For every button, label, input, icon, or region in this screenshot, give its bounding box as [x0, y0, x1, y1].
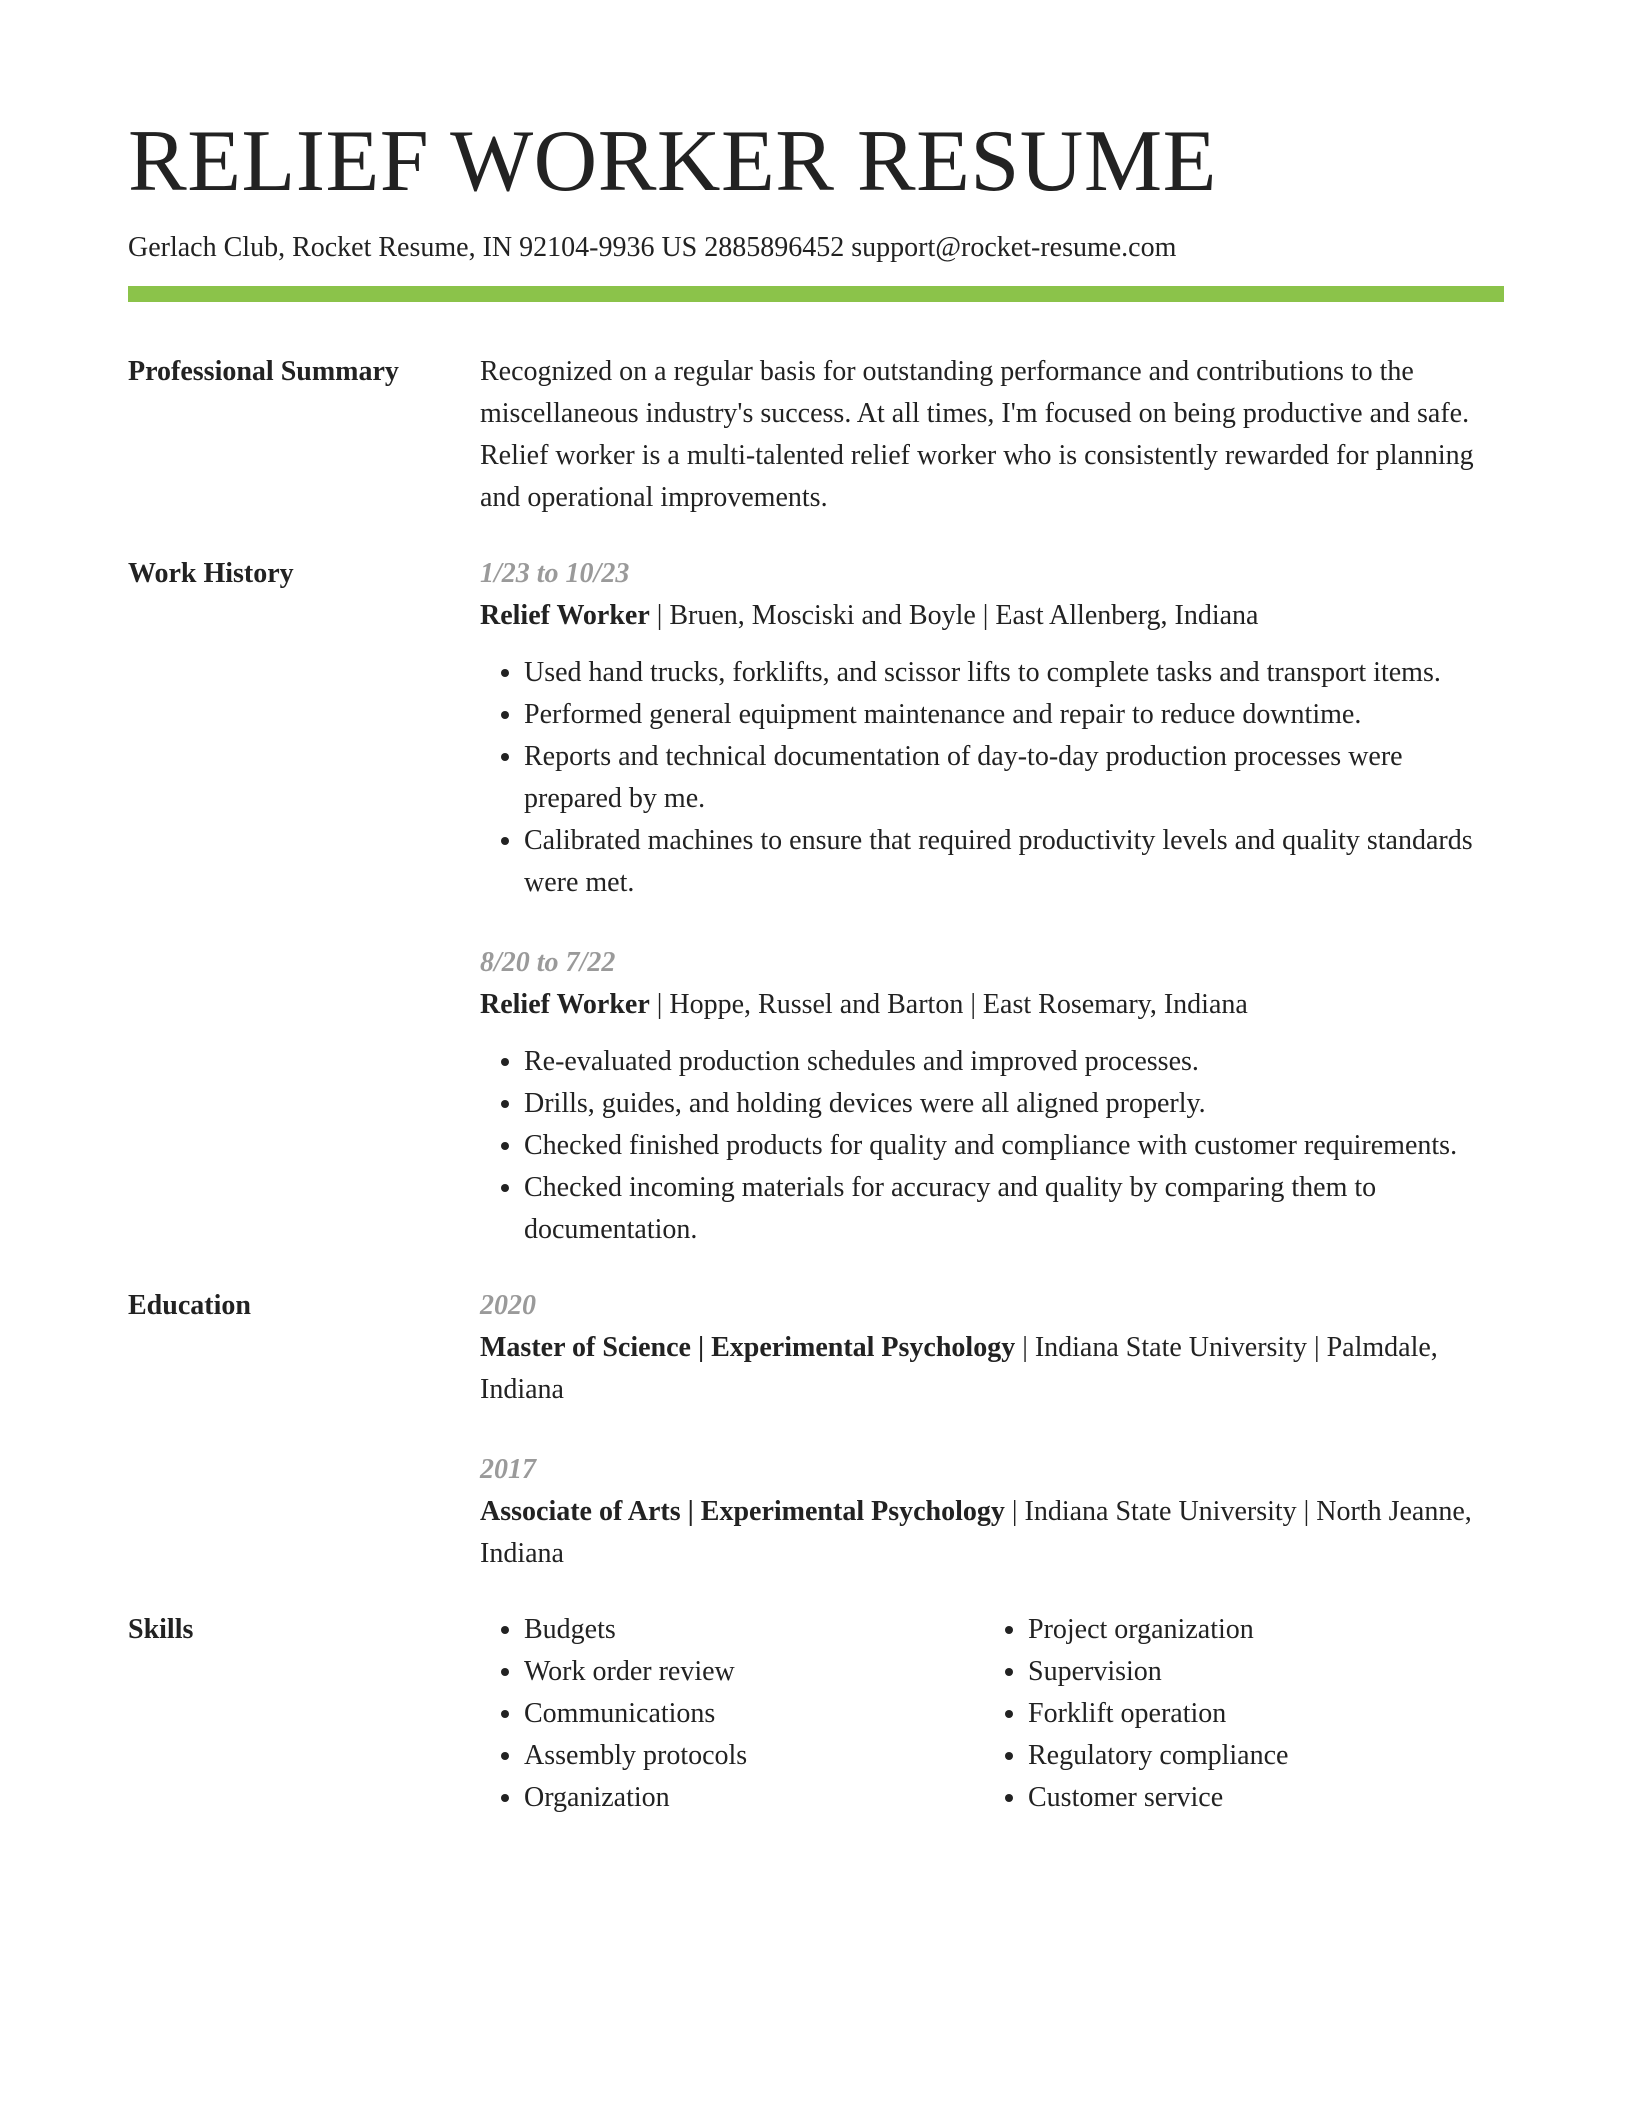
section-title-skills: Skills: [128, 1614, 194, 1646]
degree-details: | Indiana State University | North Jeanne, Indiana: [480, 1496, 1472, 1570]
degree-entry: [480, 1449, 1504, 1575]
job-bullets: [480, 652, 1504, 904]
section-work-history: [128, 553, 1504, 1251]
contact-email: support@rocket-resume.com: [851, 232, 1177, 263]
list-item: • Project organization: [1028, 1609, 1488, 1651]
list-item: • Calibrated machines to ensure that required productivity levels and quality standards were met.: [524, 820, 1504, 904]
job-details: | Hoppe, Russel and Barton | East Rosemary, Indiana: [649, 989, 1248, 1021]
degree-line: [480, 1491, 1504, 1575]
section-body-work: [480, 553, 1504, 1251]
section-title-work: Work History: [128, 558, 294, 590]
list-item: • Performed general equipment maintenance and repair to reduce downtime.: [524, 694, 1504, 736]
job-role: Relief Worker: [480, 989, 650, 1021]
degree-entry: [480, 1285, 1504, 1411]
job-entry: [480, 942, 1504, 1251]
degree-details: | Indiana State University | Palmdale, Indiana: [480, 1332, 1438, 1406]
list-item: • Organization: [524, 1777, 984, 1819]
contact-line: [128, 230, 1504, 266]
list-item: • Forklift operation: [1028, 1693, 1488, 1735]
list-item: • Checked incoming materials for accuracy and quality by comparing them to documentation.: [524, 1167, 1504, 1251]
job-details: | Bruen, Mosciski and Boyle | East Allenberg, Indiana: [649, 600, 1259, 632]
section-body-skills: [480, 1609, 1504, 1819]
degree-year: 2017: [480, 1454, 536, 1486]
resume-title: RELIEF WORKER RESUME: [128, 113, 1217, 210]
contact-phone: 2885896452: [704, 232, 845, 263]
list-item: • Drills, guides, and holding devices were all aligned properly.: [524, 1083, 1504, 1125]
degree-year: 2020: [480, 1290, 536, 1322]
list-item: • Assembly protocols: [524, 1735, 984, 1777]
contact-address: Gerlach Club, Rocket Resume, IN 92104-9936 US: [128, 232, 698, 263]
degree-line: [480, 1327, 1504, 1411]
list-item: • Work order review: [524, 1651, 984, 1693]
job-dates: 8/20 to 7/22: [480, 947, 616, 979]
job-role-line: [480, 984, 1504, 1026]
job-dates: 1/23 to 10/23: [480, 558, 630, 590]
skills-column-2: [984, 1609, 1488, 1819]
section-title-education: Education: [128, 1290, 251, 1322]
summary-text: Recognized on a regular basis for outstanding performance and contributions to the miscellaneous industry's success. At all times, I'm focused on being productive and safe. Relief worker is a multi-talented relief worker who is consistently rewarded for planning and operational improvements.: [480, 356, 1474, 514]
list-item: • Customer service: [1028, 1777, 1488, 1819]
job-bullets: [480, 1041, 1504, 1251]
skills-grid: [480, 1609, 1504, 1819]
list-item: • Supervision: [1028, 1651, 1488, 1693]
section-summary: [128, 351, 1504, 519]
section-body-summary: [480, 351, 1504, 519]
degree-name: Associate of Arts | Experimental Psychology: [480, 1496, 1005, 1528]
list-item: • Regulatory compliance: [1028, 1735, 1488, 1777]
job-role: Relief Worker: [480, 600, 650, 632]
section-body-education: [480, 1285, 1504, 1575]
section-skills: [128, 1609, 1504, 1819]
job-entry: [480, 553, 1504, 904]
list-item: • Reports and technical documentation of day-to-day production processes were prepared by me.: [524, 736, 1504, 820]
section-education: [128, 1285, 1504, 1575]
skills-column-1: [480, 1609, 984, 1819]
job-role-line: [480, 595, 1504, 637]
list-item: • Communications: [524, 1693, 984, 1735]
section-title-summary: Professional Summary: [128, 356, 399, 388]
list-item: • Budgets: [524, 1609, 984, 1651]
list-item: • Used hand trucks, forklifts, and scissor lifts to complete tasks and transport items.: [524, 652, 1504, 694]
header-divider: [128, 286, 1504, 302]
degree-name: Master of Science | Experimental Psychology: [480, 1332, 1016, 1364]
list-item: • Re-evaluated production schedules and improved processes.: [524, 1041, 1504, 1083]
list-item: • Checked finished products for quality and compliance with customer requirements.: [524, 1125, 1504, 1167]
